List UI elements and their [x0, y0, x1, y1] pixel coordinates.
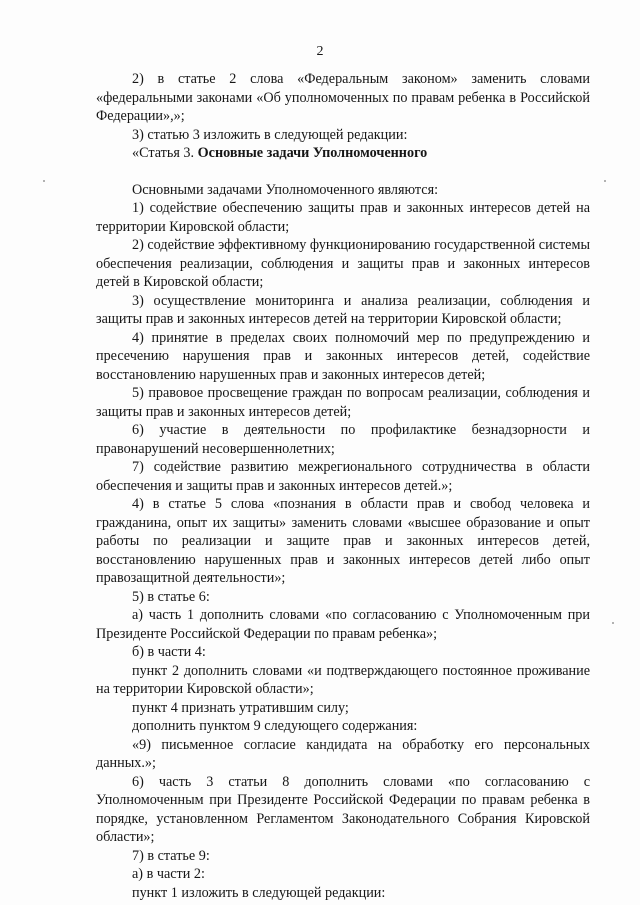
paragraph-article-9-part-2: а) в части 2: [132, 866, 205, 882]
paragraph-amend-article-2: 2) в статье 2 слова «Федеральным законом» заменить словами «федеральными законами «Об уполномоченных по правам ребенка в Российской Федерации»,»; [96, 71, 590, 124]
paragraph-task-2: 2) содействие эффективному функционированию государственной системы обеспечения реализации, соблюдения и защиты прав и законных интересов детей в Кировской области; [96, 237, 590, 290]
paragraph-point-1-new: пункт 1 изложить в следующей редакции: [132, 884, 386, 901]
paragraph-task-3: 3) осуществление мониторинга и анализа реализации, соблюдения и защиты прав и законных интересов детей на территории Кировской области; [96, 292, 590, 327]
article-3-prefix: «Статья 3. [132, 145, 198, 161]
document-body [96, 70, 590, 902]
paragraph-amend-article-3: 3) статью 3 изложить в следующей редакции: [132, 126, 408, 143]
paragraph-gap [96, 163, 590, 181]
paragraph-article-6-part-1: а) часть 1 дополнить словами «по согласованию с Уполномоченным при Президенте Российской Федерации по правам ребенка»; [96, 607, 590, 642]
paragraph-article-6-part-4: б) в части 4: [132, 644, 206, 660]
paragraph-point-9-text: «9) письменное согласие кандидата на обработку его персональных данных.»; [96, 736, 590, 771]
paragraph-task-1: 1) содействие обеспечению защиты прав и законных интересов детей на территории Кировской области; [96, 200, 590, 235]
page-number: 2 [316, 44, 324, 59]
paragraph-task-4: 4) принятие в пределах своих полномочий мер по предупреждению и пресечению нарушения прав и законных интересов детей, содействие восстановлению нарушенных прав и законных интересов детей; [96, 329, 590, 383]
paragraph-task-6: 6) участие в деятельности по профилактике безнадзорности и правонарушений несовершеннолетних; [96, 422, 590, 457]
paragraph-add-point-9: дополнить пунктом 9 следующего содержания: [132, 718, 418, 734]
paragraph-amend-article-9: 7) в статье 9: [132, 847, 210, 864]
paragraph-tasks-intro: Основными задачами Уполномоченного являются: [132, 181, 439, 198]
paragraph-point-4: пункт 4 признать утратившим силу; [132, 699, 349, 716]
paragraph-amend-article-8: 6) часть 3 статьи 8 дополнить словами «по согласованию с Уполномоченным при Президенте Российской Федерации по правам ребенка в порядке, установленном Регламентом Законодательного Собрания Кировской области»; [96, 773, 590, 845]
paragraph-task-5: 5) правовое просвещение граждан по вопросам реализации, соблюдения и защиты прав и законных интересов детей; [96, 385, 590, 420]
paragraph-point-2: пункт 2 дополнить словами «и подтверждающего постоянное проживание на территории Кировской области»; [96, 662, 590, 697]
paragraph-amend-article-5: 4) в статье 5 слова «познания в области прав и свобод человека и гражданина, опыт их защиты» заменить словами «высшее образование и опыт работы по реализации и защите прав и законных интересов детей, восстановлению нарушенных прав и законных интересов детей либо опыт правозащитной деятельности»; [96, 496, 590, 586]
scan-speck [604, 180, 606, 182]
article-3-title: Основные задачи Уполномоченного [197, 145, 428, 161]
paragraph-amend-article-6: 5) в статье 6: [132, 588, 210, 605]
scan-speck [612, 622, 614, 624]
scan-speck [43, 180, 45, 182]
paragraph-task-7: 7) содействие развитию межрегионального сотрудничества в области обеспечения и защиты прав и законных интересов детей.»; [96, 459, 590, 494]
article-3-heading [96, 144, 590, 163]
